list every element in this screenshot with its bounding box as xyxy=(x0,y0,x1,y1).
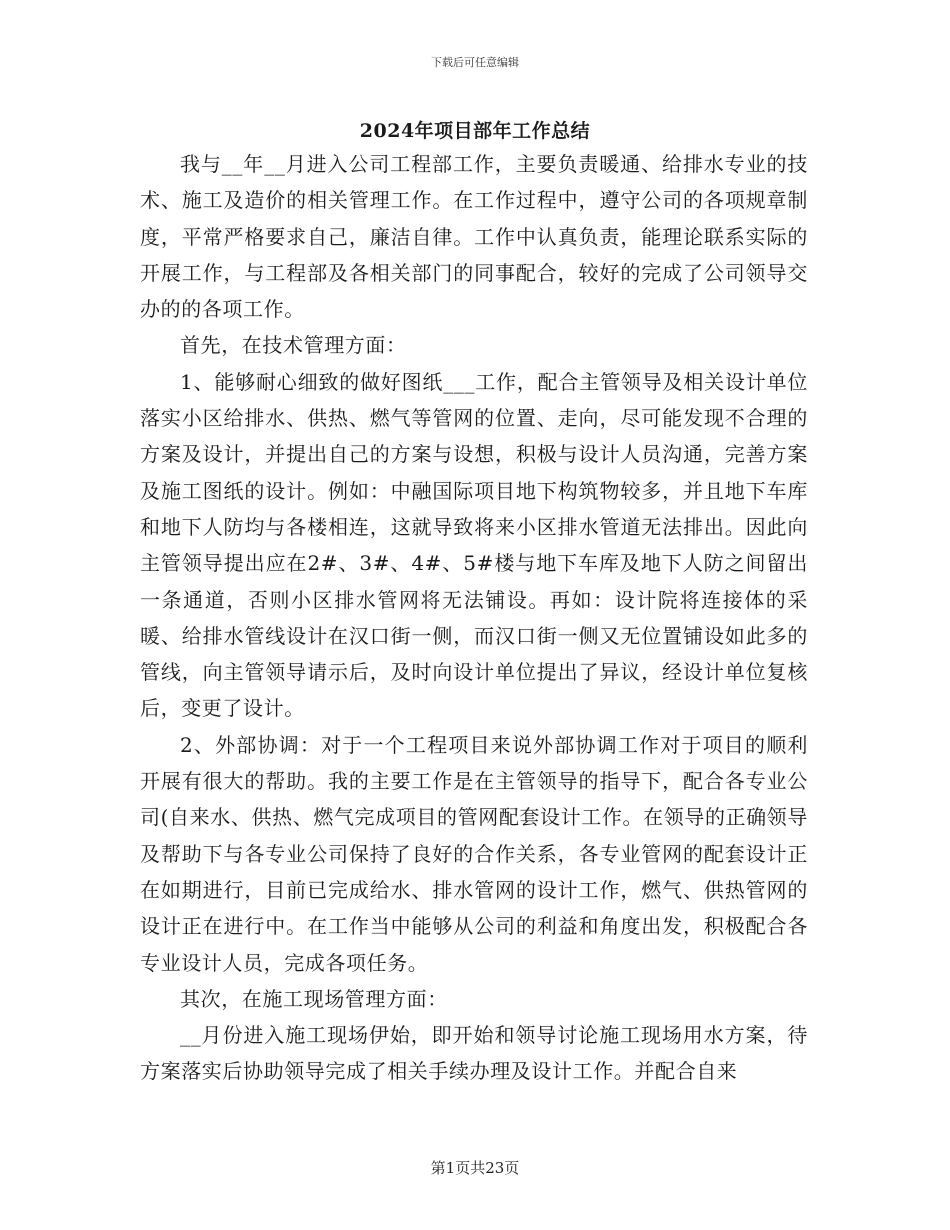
document-title: 2024年项目部年工作总结 xyxy=(359,120,591,142)
paragraph-site-heading: 其次，在施工现场管理方面： xyxy=(180,986,448,1011)
paragraph-site-content: __月份进入施工现场伊始，即开始和领导讨论施工现场用水方案，待方案落实后协助领导完成了相关手续办理及设计工作。并配合自来 xyxy=(140,1023,808,1084)
page-number: 第1页共23页 xyxy=(430,1159,520,1177)
paragraph-intro: 我与__年__月进入公司工程部工作，主要负责暖通、给排水专业的技术、施工及造价的相关管理工作。在工作过程中，遵守公司的各项规章制度，平常严格要求自己，廉洁自律。工作中认真负责，能理论联系实际的开展工作，与工程部及各相关部门的同事配合，较好的完成了公司领导交办的的各项工作。 xyxy=(140,152,808,322)
paragraph-tech-item-1: 1、能够耐心细致的做好图纸___工作，配合主管领导及相关设计单位落实小区给排水、供热、燃气等管网的位置、走向，尽可能发现不合理的方案及设计，并提出自己的方案与设想，积极与设计人员沟通，完善方案及施工图纸的设计。例如：中融国际项目地下构筑物较多，并且地下车库和地下人防均与各楼相连，这就导致将来小区排水管道无法排出。因此向主管领导提出应在2#、3#、4#、5#楼与地下车库及地下人防之间留出一条通道，否则小区排水管网将无法铺设。再如：设计院将连接体的采暖、给排水管线设计在汉口街一侧，而汉口街一侧又无位置铺设如此多的管线，向主管领导请示后，及时向设计单位提出了异议，经设计单位复核后，变更了设计。 xyxy=(140,369,808,721)
download-note: 下载后可任意编辑 xyxy=(431,56,519,69)
document-body xyxy=(140,146,808,1090)
paragraph-tech-item-2: 2、外部协调：对于一个工程项目来说外部协调工作对于项目的顺利开展有很大的帮助。我的主要工作是在主管领导的指导下，配合各专业公司(自来水、供热、燃气完成项目的管网配套设计工作。在领导的正确领导及帮助下与各专业公司保持了良好的合作关系，各专业管网的配套设计正在如期进行，目前已完成给水、排水管网的设计工作，燃气、供热管网的设计正在进行中。在工作当中能够从公司的利益和角度出发，积极配合各专业设计人员，完成各项任务。 xyxy=(140,732,808,975)
paragraph-tech-heading: 首先，在技术管理方面： xyxy=(180,333,407,358)
